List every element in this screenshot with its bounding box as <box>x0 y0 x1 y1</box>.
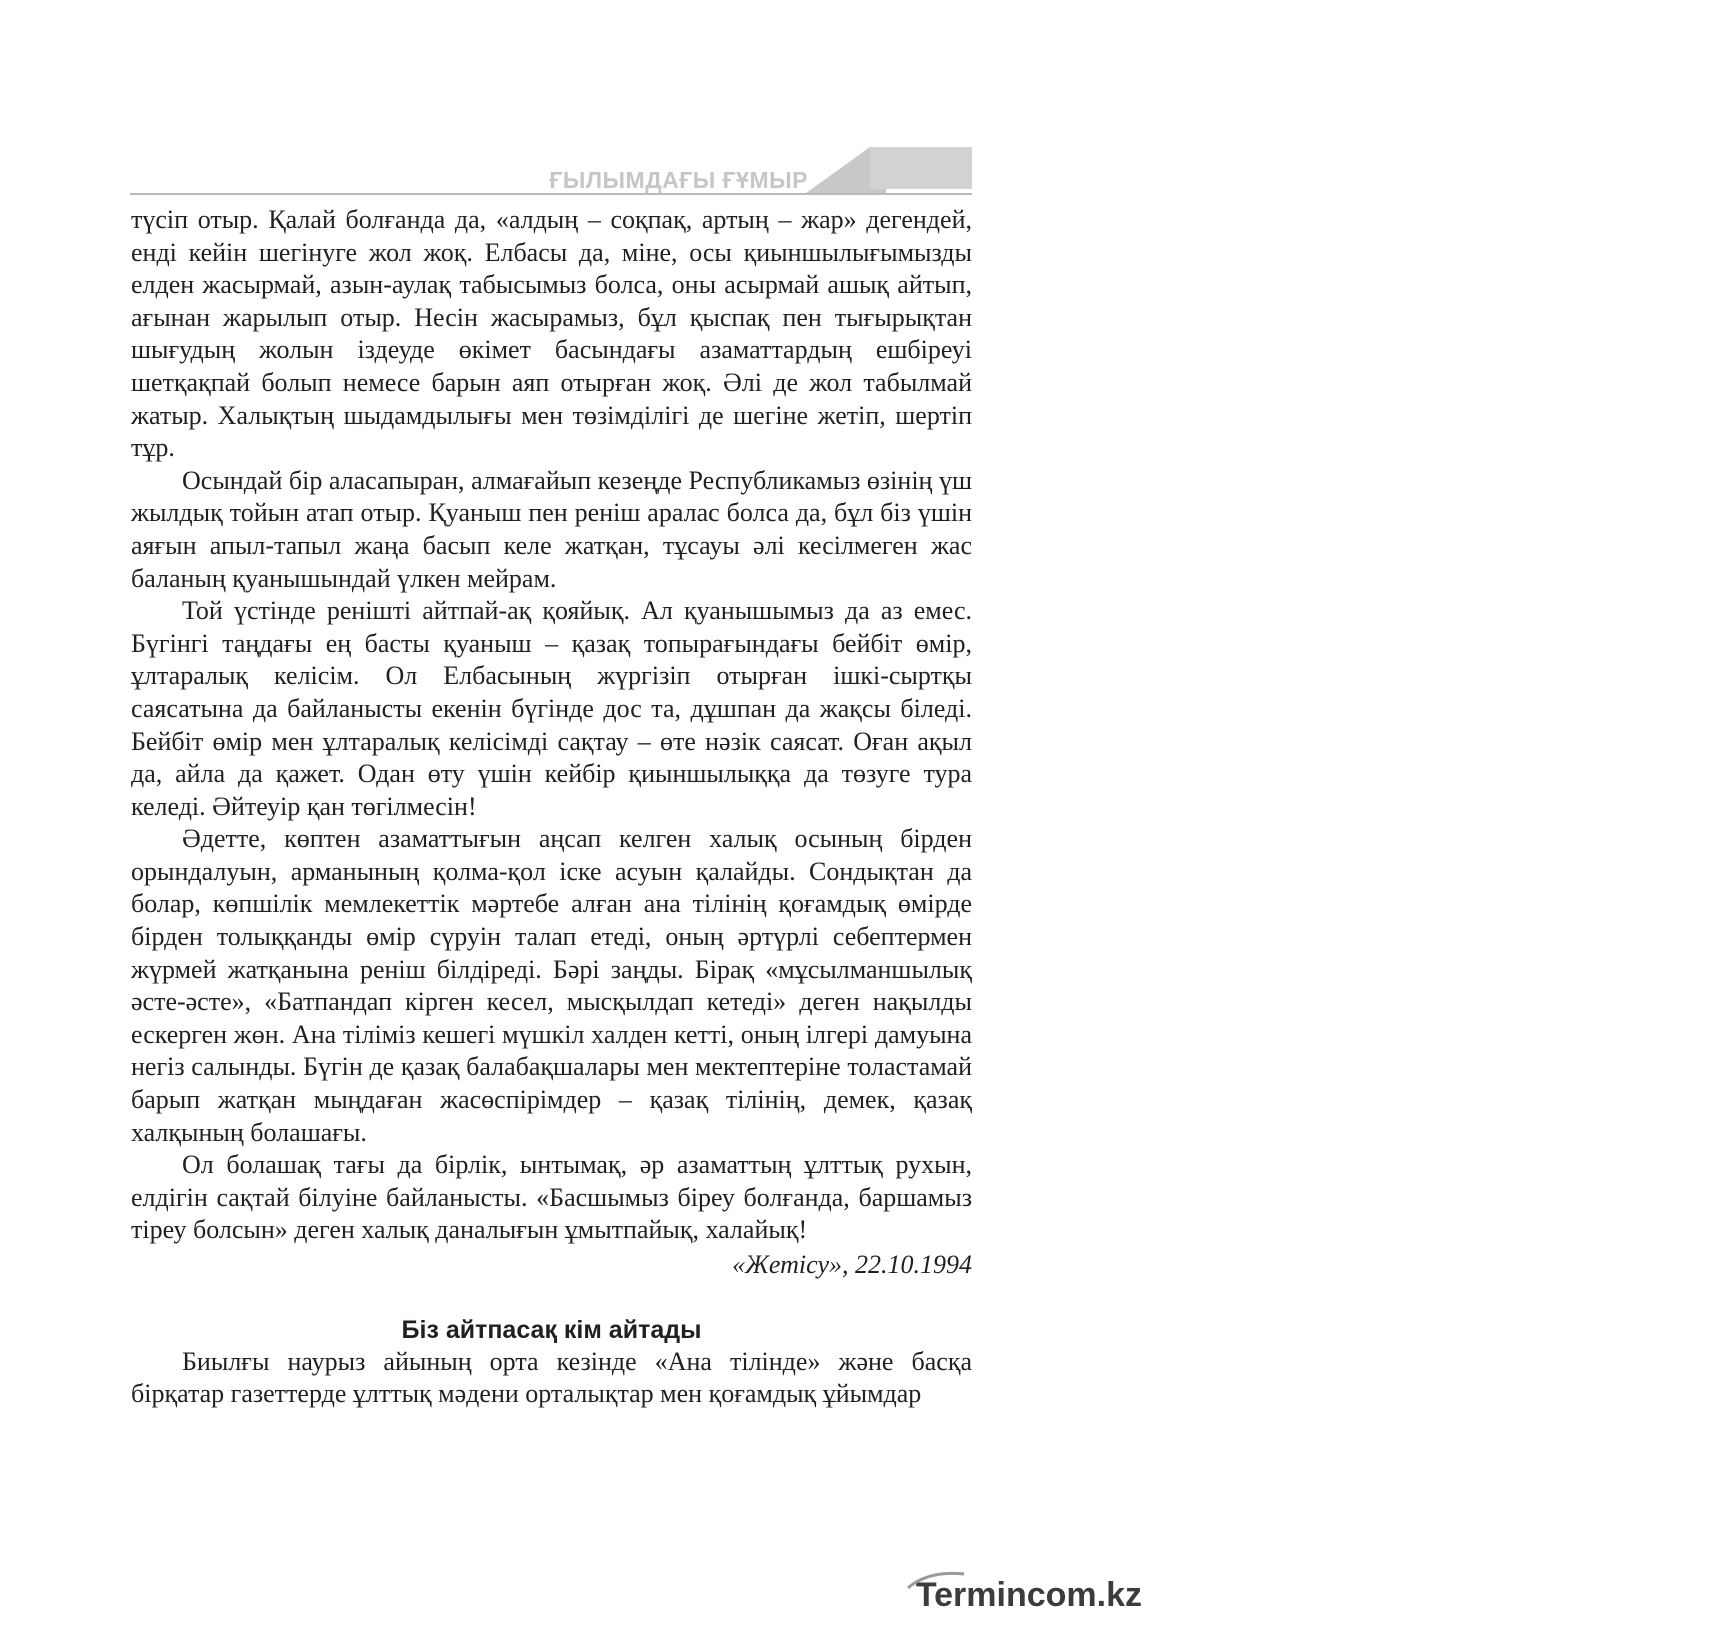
watermark-text: Termincom.kz <box>915 1576 1142 1614</box>
article-body <box>131 204 972 1411</box>
paragraph: Ол болашақ тағы да бірлік, ынтымақ, әр азаматтың ұлттық рухын, елдігін сақтай білуіне байланысты. «Басшымыз біреу болғанда, баршамыз тіреу болсын» деген халық даналығын ұмытпайық, халайық! <box>131 1150 972 1245</box>
paragraph: Биылғы наурыз айының орта кезінде «Ана тілінде» және басқа бірқатар газеттерде ұлттық мәдени орталықтар мен қоғамдық ұйымдар <box>131 1346 972 1409</box>
watermark-swoosh-icon <box>906 1570 966 1592</box>
paragraph-continued: түсіп отыр. Қалай болғанда да, «алдың – соқпақ, артың – жар» дегендей, енді кейін шегінуге жол жоқ. Елбасы да, міне, осы қиыншылығымызды елден жасырмай, азын-аулақ табысымыз болса, оны асырмай ашық айтып, ағынан жарылып отыр. Несін жасырамыз, бұл қыспақ пен тығырықтан шығудың жолын іздеуде өкімет басындағы азаматтардың ешбіреуі шетқақпай болып немесе барын аяп отырған жоқ. Әлі де жол табылмай жатыр. Халықтың шыдамдылығы мен төзімділігі де шегіне жетіп, шертіп тұр. <box>131 205 972 463</box>
paragraph: Әдетте, көптен азаматтығын аңсап келген халық осының бірден орындалуын, арманының қолма-қол іске асуын қалайды. Сондықтан да болар, көпшілік мемлекеттік мәртебе алған ана тілінің қоғамдық өмірде бірден толыққанды өмір сүруін талап етеді, оның әртүрлі себептермен жүрмей жатқанына реніш білдіреді. Бәрі заңды. Бірақ «мұсылманшылық әсте-әсте», «Батпандап кірген кесел, мысқылдап кетеді» деген нақылды ескерген жөн. Ана тіліміз кешегі мүшкіл халден кетті, оның ілгері дамуына негіз салынды. Бүгін де қазақ балабақшалары мен мектептеріне толастамай барып жатқан мыңдаған жасөспірімдер – қазақ тілінің, демек, қазақ халқының болашағы. <box>131 824 972 1147</box>
watermark-logo <box>916 1576 1142 1624</box>
page-number: 255 <box>1640 150 1682 177</box>
page-number-tab <box>870 147 1682 189</box>
section-heading: Біз айтпасақ кім айтады <box>401 1315 702 1344</box>
page-header <box>130 147 1682 197</box>
running-head: ҒЫЛЫМДАҒЫ ҒҰМЫР <box>549 167 808 193</box>
paragraph: Осындай бір аласапыран, алмағайып кезеңде Республикамыз өзінің үш жылдық тойын атап отыр. Қуаныш пен реніш аралас болса да, бұл біз үшін аяғын апыл-тапыл жаңа басып келе жатқан, тұсауы әлі кесілмеген жас баланың қуанышындай үлкен мейрам. <box>131 465 972 593</box>
header-rule <box>130 193 972 195</box>
paragraph: Той үстінде ренішті айтпай-ақ қояйық. Ал қуанышымыз да аз емес. Бүгінгі таңдағы ең басты қуаныш – қазақ топырағындағы бейбіт өмір, ұлтаралық келісім. Ол Елбасының жүргізіп отырған ішкі-сыртқы саясатына да байланысты екенін бүгінде дос та, дұшпан да жақсы біледі. Бейбіт өмір мен ұлтаралық келісімді сақтау – өте нәзік саясат. Оған ақыл да, айла да қажет. Одан өту үшін кейбір қиыншылыққа да төзуге тура келеді. Әйтеуір қан төгілмесін! <box>131 596 972 821</box>
source-citation: «Жетісу», 22.10.1994 <box>732 1250 972 1279</box>
